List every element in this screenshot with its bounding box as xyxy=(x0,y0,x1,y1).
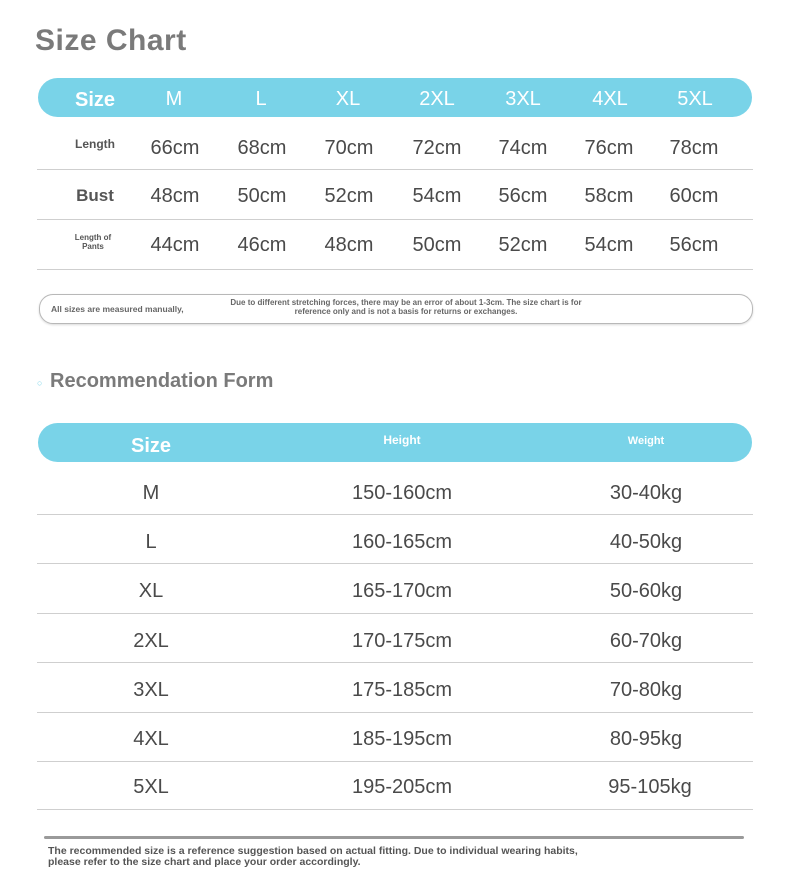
row-divider xyxy=(37,169,753,170)
rec-weight-3xl: 70-80kg xyxy=(609,679,683,701)
rec-size-5xl: 5XL xyxy=(133,776,169,798)
cell-pants-2xl: 50cm xyxy=(412,234,462,256)
rec-size-l: L xyxy=(145,531,157,553)
recommendation-header xyxy=(38,423,752,462)
row-divider xyxy=(37,269,753,270)
header-l: L xyxy=(255,88,267,110)
rec-header-height: Height xyxy=(383,433,421,447)
rec-weight-xl: 50-60kg xyxy=(609,580,683,602)
cell-length-m: 66cm xyxy=(150,137,200,159)
header-5xl: 5XL xyxy=(677,88,713,110)
cell-bust-2xl: 54cm xyxy=(412,185,462,207)
measurement-note-left: All sizes are measured manually, xyxy=(51,304,184,314)
cell-pants-3xl: 52cm xyxy=(498,234,548,256)
rec-weight-2xl: 60-70kg xyxy=(609,630,683,652)
size-chart-title: Size Chart xyxy=(35,24,187,57)
header-xl: XL xyxy=(335,88,361,110)
cell-pants-4xl: 54cm xyxy=(584,234,634,256)
cell-length-2xl: 72cm xyxy=(412,137,462,159)
header-m: M xyxy=(165,88,183,110)
row-divider xyxy=(37,809,753,810)
cell-pants-m: 44cm xyxy=(150,234,200,256)
rec-height-xl: 165-170cm xyxy=(351,580,453,602)
cell-length-3xl: 74cm xyxy=(498,137,548,159)
cell-bust-m: 48cm xyxy=(150,185,200,207)
rec-size-2xl: 2XL xyxy=(133,630,169,652)
header-4xl: 4XL xyxy=(592,88,628,110)
size-chart-header xyxy=(38,78,752,117)
cell-pants-5xl: 56cm xyxy=(669,234,719,256)
row-label-length: Length xyxy=(75,137,115,151)
cell-length-l: 68cm xyxy=(237,137,287,159)
cell-pants-l: 46cm xyxy=(237,234,287,256)
row-divider xyxy=(37,563,753,564)
row-label-length-of-pants: Length of Pants xyxy=(74,233,112,251)
measurement-note xyxy=(39,294,753,324)
rec-size-m: M xyxy=(142,482,160,504)
rec-height-4xl: 185-195cm xyxy=(351,728,453,750)
rec-weight-4xl: 80-95kg xyxy=(609,728,683,750)
rec-height-2xl: 170-175cm xyxy=(351,630,453,652)
rec-header-size: Size xyxy=(130,435,172,457)
rec-weight-l: 40-50kg xyxy=(609,531,683,553)
cell-bust-4xl: 58cm xyxy=(584,185,634,207)
cell-pants-xl: 48cm xyxy=(324,234,374,256)
row-divider xyxy=(37,761,753,762)
row-divider xyxy=(37,514,753,515)
header-2xl: 2XL xyxy=(419,88,455,110)
header-3xl: 3XL xyxy=(505,88,541,110)
cell-bust-l: 50cm xyxy=(237,185,287,207)
cell-length-xl: 70cm xyxy=(324,137,374,159)
rec-size-4xl: 4XL xyxy=(133,728,169,750)
cell-bust-3xl: 56cm xyxy=(498,185,548,207)
row-label-bust: Bust xyxy=(76,186,114,205)
rec-weight-5xl: 95-105kg xyxy=(608,776,692,798)
section-bullet-icon: ○ xyxy=(37,378,43,388)
rec-height-m: 150-160cm xyxy=(351,482,453,504)
rec-weight-m: 30-40kg xyxy=(609,482,683,504)
rec-size-xl: XL xyxy=(138,580,164,602)
rec-height-l: 160-165cm xyxy=(351,531,453,553)
footer-note: The recommended size is a reference suggestion based on actual fitting. Due to individual wearing habits, please refer to the size chart and place your order accordingly. xyxy=(48,845,578,868)
row-divider xyxy=(37,712,753,713)
rec-height-3xl: 175-185cm xyxy=(351,679,453,701)
cell-bust-5xl: 60cm xyxy=(669,185,719,207)
footer-divider xyxy=(44,836,744,839)
row-divider xyxy=(37,613,753,614)
measurement-note-right: Due to different stretching forces, there may be an error of about 1-3cm. The size chart is for reference only and is not a basis for returns or exchanges. xyxy=(230,298,582,316)
rec-header-weight: Weight xyxy=(627,435,665,447)
cell-length-4xl: 76cm xyxy=(584,137,634,159)
cell-bust-xl: 52cm xyxy=(324,185,374,207)
header-size: Size xyxy=(74,89,116,111)
row-divider xyxy=(37,662,753,663)
recommendation-title: Recommendation Form xyxy=(50,370,274,392)
row-divider xyxy=(37,219,753,220)
rec-size-3xl: 3XL xyxy=(133,679,169,701)
cell-length-5xl: 78cm xyxy=(669,137,719,159)
rec-height-5xl: 195-205cm xyxy=(351,776,453,798)
